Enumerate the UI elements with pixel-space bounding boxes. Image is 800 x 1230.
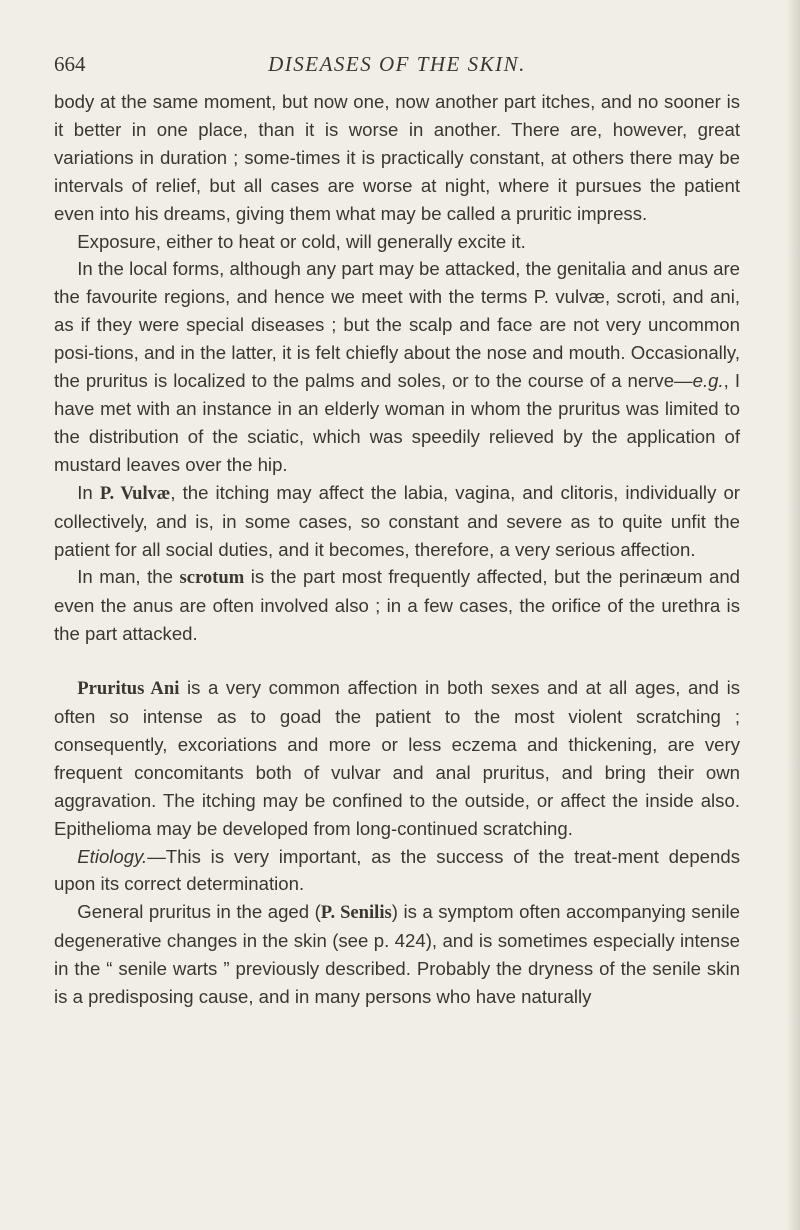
paragraph-text: is the part most frequently affected, but the perinæum and even the anus are often involved also ; in a few cases, the orifice of the urethra is the part attacked. — [54, 566, 740, 645]
paragraph-text: ) is a symptom often accompanying senile degenerative changes in the skin (see p. 424), and is sometimes especially intense in the “ senile warts ” previously described. Probably the dryness of the senile skin is a predisposing cause, and in many persons who have naturally — [54, 901, 740, 1008]
paragraph-text: , the itching may affect the labia, vagina, and clitoris, individually or collectively, and is, in some cases, so constant and severe as to quite unfit the patient for all social duties, and it becomes, therefore, a very serious affection. — [54, 481, 740, 560]
bold-term: Pruritus Ani — [77, 678, 180, 700]
paragraph-6 — [54, 674, 740, 842]
paragraph-4 — [54, 479, 740, 564]
page-number: 664 — [54, 52, 86, 76]
body-text — [54, 88, 740, 1011]
paragraph-text: —This is very important, as the success of the treat-ment depends upon its correct determination. — [54, 845, 740, 895]
paragraph-text: is a very common affection in both sexes and at all ages, and is often so intense as to goad the patient to the most violent scratching ; consequently, excoriations and more or less eczema and thickening, are very frequent concomitants both of vulvar and anal pruritus, and bring their own aggravation. The itching may be confined to the outside, or affect the inside also. Epithelioma may be developed from long-continued scratching. — [54, 677, 740, 839]
paragraph-text: In the local forms, although any part may be attacked, the genitalia and anus are the favourite regions, and hence we meet with the terms P. vulvæ, scroti, and ani, as if they were special diseases ; but the scalp and face are not very uncommon posi-tions, and in the latter, it is felt chiefly about the nose and mouth. Occasionally, the pruritus is localized to the palms and soles, or to the course of a nerve— — [54, 258, 740, 392]
paragraph-text: body at the same moment, but now one, now another part itches, and no sooner is it better in one place, than it is worse in another. There are, however, great variations in duration ; some-times it is practically constant, at others there may be intervals of relief, but all cases are worse at night, where it pursues the patient even into his dreams, giving them what may be called a pruritic impress. — [54, 91, 740, 224]
paragraph-text: General pruritus in the aged ( — [77, 901, 321, 923]
paragraph-8 — [54, 898, 740, 1011]
paragraph-7 — [54, 843, 740, 899]
paragraph-text: Exposure, either to heat or cold, will generally excite it. — [77, 230, 526, 252]
paragraph-3 — [54, 255, 740, 478]
paragraph-text: In man, the — [77, 566, 180, 588]
running-title: DISEASES OF THE SKIN. — [268, 52, 526, 76]
paragraph-text: , I have met with an instance in an elderly woman in whom the pruritus was limited to the distribution of the sciatic, which was speedily relieved by the application of mustard leaves over the hip. — [54, 370, 740, 475]
italic-term: e.g. — [692, 370, 724, 392]
page-header — [54, 52, 740, 80]
bold-term: P. Vulvæ — [99, 482, 171, 504]
section-heading: Etiology. — [77, 845, 148, 867]
paragraph-5 — [54, 563, 740, 648]
paragraph-1 — [54, 88, 740, 228]
page-edge-shadow — [786, 0, 800, 1230]
paragraph-2 — [54, 228, 740, 256]
bold-term: P. Senilis — [320, 902, 392, 924]
bold-term: scrotum — [179, 567, 245, 589]
paragraph-text: In — [77, 481, 100, 503]
